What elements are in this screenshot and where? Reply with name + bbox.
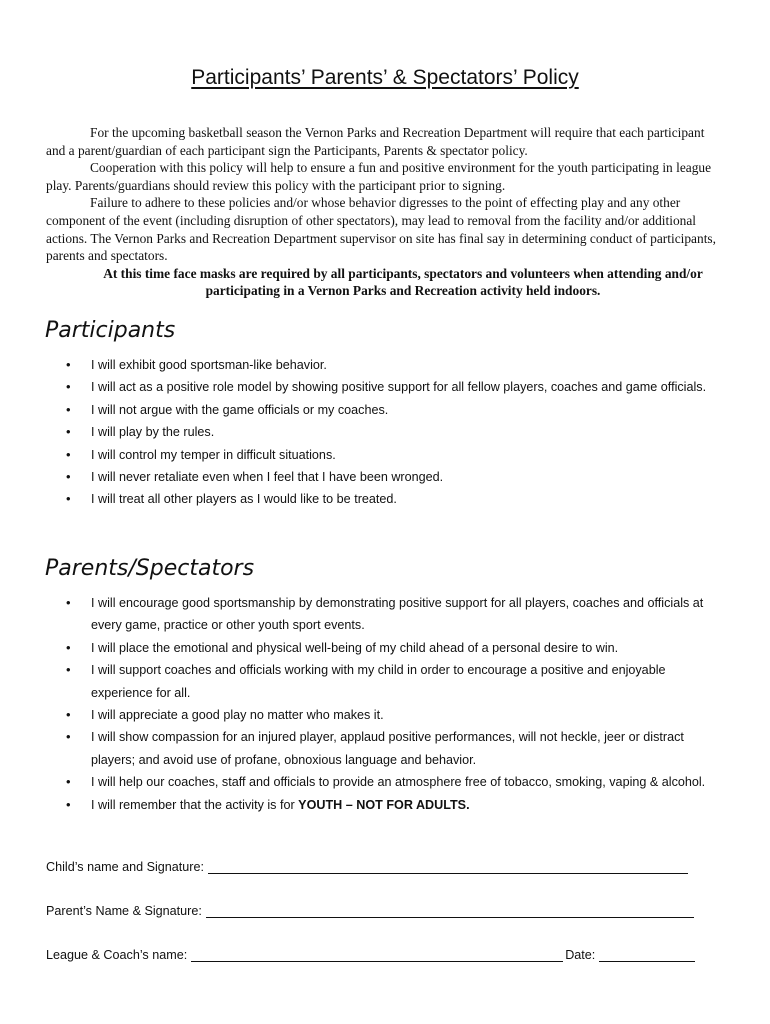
participants-heading: Participants [45, 318, 176, 343]
list-item: • I will act as a positive role model by showing positive support for all fellow players, coaches and game officials. [66, 376, 726, 398]
list-item: • I will control my temper in difficult situations. [66, 444, 726, 466]
league-coach-label: League & Coach’s name: [46, 948, 188, 962]
list-item: • I will place the emotional and physical well-being of my child ahead of a personal desire to win. [66, 637, 726, 659]
list-item: • I will never retaliate even when I feel that I have been wronged. [66, 466, 726, 488]
list-item: • I will treat all other players as I would like to be treated. [66, 488, 726, 510]
parent-signature-row [46, 904, 694, 918]
intro-paragraph-2: Cooperation with this policy will help to ensure a fun and positive environment for the youth participating in league play. Parents/guardians should review this policy with the participant prior to signing. [46, 160, 712, 193]
list-item: • I will appreciate a good play no matter who makes it. [66, 704, 726, 726]
page-title: Participants’ Parents’ & Spectators’ Policy [191, 66, 579, 89]
date-field[interactable] [599, 949, 695, 962]
list-item: • I will encourage good sportsmanship by demonstrating positive support for all players, coaches and officials at every game, practice or other youth sport events. [66, 592, 726, 637]
intro-text [46, 124, 726, 300]
last-item-text: I will remember that the activity is for [91, 797, 299, 812]
parent-signature-label: Parent’s Name & Signature: [46, 904, 202, 918]
child-signature-row [46, 860, 688, 874]
league-coach-row [46, 948, 695, 962]
parent-signature-field[interactable] [206, 905, 694, 918]
mask-notice: At this time face masks are required by all participants, spectators and volunteers when attending and/or participating in a Vernon Parks and Recreation activity held indoors. [103, 265, 703, 299]
list-item [66, 794, 726, 816]
participants-list [66, 354, 726, 511]
intro-paragraph-1: For the upcoming basketball season the Vernon Parks and Recreation Department will require that each participant and a parent/guardian of each participant sign the Participants, Parents & spectator policy. [46, 125, 705, 158]
list-item: • I will help our coaches, staff and officials to provide an atmosphere free of tobacco, smoking, vaping & alcohol. [66, 771, 726, 793]
list-item: • I will support coaches and officials working with my child in order to encourage a positive and enjoyable experience for all. [66, 659, 726, 704]
child-signature-label: Child’s name and Signature: [46, 860, 204, 874]
list-item: • I will exhibit good sportsman-like behavior. [66, 354, 726, 376]
child-signature-field[interactable] [208, 861, 688, 874]
list-item: • I will show compassion for an injured player, applaud positive performances, will not heckle, jeer or distract players; and avoid use of profane, obnoxious language and behavior. [66, 726, 726, 771]
youth-emphasis: YOUTH – NOT FOR ADULTS. [298, 797, 470, 812]
date-label: Date: [565, 948, 596, 962]
intro-paragraph-3: Failure to adhere to these policies and/or whose behavior digresses to the point of effecting play and any other component of the event (including disruption of other spectators), may lead to removal from the facility and/or additional actions. The Vernon Parks and Recreation Department supervisor on site has final say in determining conduct of participants, parents and spectators. [46, 195, 716, 264]
list-item: • I will not argue with the game officials or my coaches. [66, 399, 726, 421]
list-item: • I will play by the rules. [66, 421, 726, 443]
parents-heading: Parents/Spectators [45, 556, 255, 581]
league-coach-field[interactable] [191, 949, 563, 962]
parents-list [66, 592, 726, 816]
